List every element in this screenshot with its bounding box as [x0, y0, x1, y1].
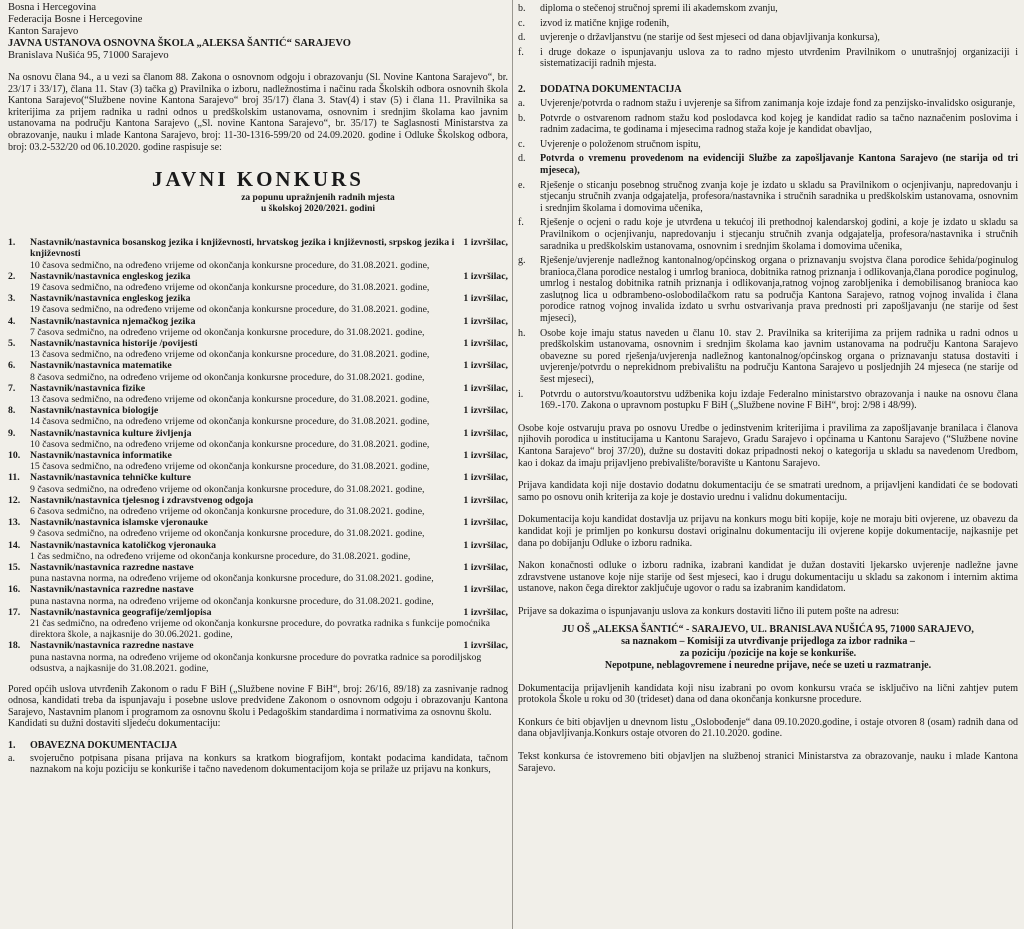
- item-text: Potvrda o vremenu provedenom na evidenciji Službe za zapošljavanje Kantona Sarajevo (ne starija od tri mjeseca),: [540, 153, 1018, 176]
- item-text: Uvjerenje o položenom stručnom ispitu,: [540, 138, 701, 150]
- position-body: [30, 360, 508, 382]
- position-body: [30, 472, 508, 494]
- position-body: [30, 338, 508, 360]
- section-title: OBAVEZNA DOKUMENTACIJA: [30, 739, 178, 751]
- document-item: [518, 328, 1018, 386]
- position-body: [30, 237, 508, 271]
- position-number: 15.: [8, 562, 21, 574]
- position-body: [30, 584, 508, 606]
- position-number: 13.: [8, 517, 21, 529]
- position-number: 4.: [8, 315, 16, 327]
- position-number: 18.: [8, 640, 21, 652]
- additional-docs-list: [518, 98, 1018, 412]
- position-item: [8, 495, 508, 517]
- position-item: [8, 360, 508, 382]
- position-item: [8, 338, 508, 360]
- subtitle-line: u školskoj 2020/2021. godini: [260, 204, 376, 215]
- mandatory-docs-list: [8, 753, 508, 776]
- position-number: 11.: [8, 472, 20, 484]
- position-count: 1 izvršilac,: [463, 337, 508, 349]
- position-title: Nastavnik/nastavnica biologije: [30, 405, 159, 417]
- position-description: 13 časova sedmično, na određeno vrijeme od okončanja konkursne procedure, do 31.08.2021. godine,: [30, 349, 430, 361]
- document-item: [518, 18, 1018, 30]
- item-text: izvod iz matične knjige rođenih,: [540, 17, 670, 29]
- position-item: [8, 540, 508, 562]
- position-description: puna nastavna norma, na određeno vrijeme od okončanja konkursne procedure do povratka radnice sa porodiljskog odsustva, a najkasnije do 31.08.2021. godine,: [30, 651, 482, 674]
- header-line: Bosna i Hercegovina: [8, 2, 97, 13]
- position-count: 1 izvršilac,: [463, 640, 508, 652]
- position-title: Nastavnik/nastavnica njemačkog jezika: [30, 315, 196, 327]
- document-item: [518, 113, 1018, 136]
- position-title: Nastavnik/nastavnica razredne nastave: [30, 584, 194, 596]
- uredba-paragraph: Osobe koje ostvaruju prava po osnovu Uredbe o jedinstvenim kriterijima i pravilima za zapošljavanje branilaca i članova njihovih porodica u institucijama u Kantonu Sarajevo, Gradu Sarajevo i općinama u Kantonu Sarajevo (“Službene novine Kantona Sarajevo“ broj 37/20), dužne su dostaviti dokaz pripadnosti nekoj o kategorija u skladu sa navedenom Uredbom, kao i dokaz da imaju prijavljeno prebivalište/boravište u Kantonu Sarajevo.: [518, 422, 1018, 469]
- position-body: [30, 450, 508, 472]
- document-item: [518, 139, 1018, 151]
- document-item: [518, 180, 1018, 215]
- submission-intro: Prijave sa dokazima o ispunjavanju uslova za konkurs dostaviti lično ili putem pošte na adresu:: [518, 605, 900, 617]
- position-description: 19 časova sedmično, na određeno vrijeme od okončanja konkursne procedure, do 31.08.2021. godine,: [30, 281, 430, 293]
- position-description: 15 časova sedmično, na određeno vrijeme od okončanja konkursne procedure, do 31.08.2021. godine,: [30, 461, 430, 473]
- section-heading-obavezna: [8, 740, 508, 751]
- position-number: 9.: [8, 427, 16, 439]
- position-number: 12.: [8, 494, 21, 506]
- position-description: 6 časova sedmično, na određeno vrijeme od okončanja konkursne procedure, do 31.08.2021. godine,: [30, 506, 425, 518]
- position-body: [30, 428, 508, 450]
- position-description: 1 čas sedmično, na određeno vrijeme od okončanja konkursne procedure, do 31.08.2021. godine,: [30, 550, 411, 562]
- address-line: sa naznakom – Komisiji za utvrđivanje prijedloga za izbor radnika –: [621, 635, 915, 647]
- document-item: [518, 3, 1018, 15]
- position-item: [8, 640, 508, 674]
- prijava-paragraph: Prijava kandidata koji nije dostavio dodatnu dokumentaciju će se smatrati urednom, a prijavljeni kandidati će se bodovati samo po osnovu onih kriterija za koje je dostavio urednu i validnu dokumentaciju.: [518, 480, 1018, 503]
- position-description: 9 časova sedmično, na određeno vrijeme od okončanja konkursne procedure, do 31.08.2021. godine,: [30, 528, 425, 540]
- position-title: Nastavnik/nastavnica informatike: [30, 450, 172, 462]
- address-line: za poziciju /pozicije na koje se konkuriše.: [679, 647, 857, 659]
- item-letter: d.: [518, 153, 526, 165]
- item-text: Rješenje o ocjeni o radu koje je utvrđena u tekućoj ili prethodnoj kalendarskoj godini, a koje je izdato u skladu sa Pravilnikom o ocjenjivanju, napredovanju i stjecanju stručnih zvanja odgajatelja, profesora/nastavnika i stručnih saradnika u predškolskim ustanovama, osnovnim i srednjim školama i domovima učenika,: [540, 217, 1018, 252]
- position-body: [30, 293, 508, 315]
- position-number: 16.: [8, 584, 21, 596]
- position-count: 1 izvršilac,: [463, 293, 508, 305]
- positions-list: [8, 237, 508, 674]
- position-description: puna nastavna norma, na određeno vrijeme od okončanja konkursne procedure, do 31.08.2021. godine,: [30, 595, 434, 607]
- item-text: Uvjerenje/potvrda o radnom stažu i uvjerenje sa šifrom zanimanja koje izdaje fond za penzijsko-invalidsko osiguranje,: [540, 97, 1016, 109]
- item-letter: c.: [518, 17, 525, 29]
- section-number: 2.: [518, 83, 526, 95]
- publication-paragraph: Konkurs će biti objavljen u dnevnom listu „Oslobođenje“ dana 09.10.2020.godine, i ostaje otvoren 8 (osam) radnih dana od dana objavljivanja.Konkurs ostaje otvoren do 21.10.2020. godine.: [518, 716, 1018, 740]
- position-number: 8.: [8, 405, 16, 417]
- position-body: [30, 562, 508, 584]
- position-item: [8, 237, 508, 271]
- header-line: Federacija Bosne i Hercegovine: [8, 14, 143, 25]
- right-column: [518, 0, 1018, 929]
- section-title: DODATNA DOKUMENTACIJA: [540, 83, 682, 95]
- position-count: 1 izvršilac,: [463, 405, 508, 417]
- position-body: [30, 640, 508, 674]
- position-count: 1 izvršilac,: [463, 562, 508, 574]
- copies-paragraph: Dokumentacija koju kandidat dostavlja uz prijavu na konkurs mogu biti kopije, koje ne moraju biti ovjerene, uz obavezu da kandidat koji je primljen po konkursu dostavi originalnu dokumentaciju ili ovjerene kopije dokumentacije, najkasnije pet dana po dobijanju Odluke o izboru radnika.: [518, 514, 1018, 549]
- position-count: 1 izvršilac,: [463, 237, 508, 249]
- position-count: 1 izvršilac,: [463, 360, 508, 372]
- conditions-paragraph: [8, 684, 508, 730]
- position-title: Nastavnik/nastavnica razredne nastave: [30, 562, 194, 574]
- item-text: Osobe koje imaju status naveden u članu 10. stav 2. Pravilnika sa kriterijima za prijem radnika u radni odnos u predškolskim ustanovama, osnovnim i srednjim školama kao javnim ustanovama na području Kantona Sarajevo obavezne su pored rješenja/uvjerenja nadležnog kantonalnog/općinskog organa o priznavanju statusa dostaviti i uvjerenje/potvrdu o neprekidnom prebivalištu na području Kantona Sarajevo u posljednjih 24 mjeseca (ne starije od šest mjeseci),: [540, 327, 1018, 386]
- header-line: Kanton Sarajevo: [8, 26, 79, 37]
- position-body: [30, 271, 508, 293]
- position-item: [8, 450, 508, 472]
- position-number: 7.: [8, 382, 16, 394]
- position-body: [30, 405, 508, 427]
- position-body: [30, 517, 508, 539]
- position-title: Nastavnik/nastavnica geografije/zemljopisa: [30, 606, 212, 618]
- position-title: Nastavnik/nastavnica kulture življenja: [30, 427, 192, 439]
- position-title: Nastavnik/nastavnica razredne nastave: [30, 640, 194, 652]
- subtitle-line: za popunu upražnjenih radnih mjesta: [241, 193, 395, 204]
- conditions-text: Pored općih uslova utvrđenih Zakonom o radu F BiH („Službene novine F BiH“, broj: 26/16, 89/18) za zasnivanje radnog odnosa, kandidati treba da ispunjavaju i posebne uslove predviđene Zakonom o osnovnom odgoju i obrazovanju Kantona Sarajevo, Nastavnim planom i programom za osnovnu školu i Pedagoškim standardima i normativima za osnovnu školu.: [8, 684, 508, 718]
- position-description: 19 časova sedmično, na određeno vrijeme od okončanja konkursne procedure, do 31.08.2021. godine,: [30, 304, 430, 316]
- position-description: puna nastavna norma, na određeno vrijeme od okončanja konkursne procedure, do 31.08.2021. godine,: [30, 573, 434, 585]
- position-count: 1 izvršilac,: [463, 427, 508, 439]
- position-title: Nastavnik/nastavnica fizike: [30, 382, 146, 394]
- position-description: 13 časova sedmično, na određeno vrijeme od okončanja konkursne procedure, do 31.08.2021. godine,: [30, 394, 430, 405]
- position-title: Nastavnik/nastavnica engleskog jezika: [30, 293, 191, 305]
- item-letter: g.: [518, 255, 526, 267]
- submission-address: [518, 624, 1018, 672]
- item-letter: e.: [518, 179, 525, 191]
- subtitle: [128, 193, 508, 215]
- item-text: i druge dokaze o ispunjavanju uslova za to radno mjesto utvrđenim Pravilnikom o unutrašnjoj organizaciji i sistematizaciji radnih mjesta.: [540, 46, 1018, 70]
- conditions-text: Kandidati su dužni dostaviti sljedeću dokumentaciju:: [8, 718, 221, 730]
- item-letter: a.: [8, 752, 15, 764]
- document-item: [518, 255, 1018, 325]
- position-count: 1 izvršilac,: [463, 494, 508, 506]
- legal-basis-paragraph: Na osnovu člana 94., a u vezi sa članom 88. Zakona o osnovnom odgoju i obrazovanju (Sl. Novine Kantona Sarajevo“, br. 23/17 i 33/17), člana 11. Stav (3) tačka g) Pravilnika o izboru, nadležnostima i načinu rada Školskih odbora osnovnih škola Kantona Sarajevo(“Službene novine Kantona Sarajevo“ broj 35/17) člana 3. Stav(4) i stav (5) i člana 11. Pravilnika sa kriterijima za prijem radnika u radni odnos u predškolskim ustanovama, osnovnim i srednjim školama kao javnim ustanovama na području Kantona Sarajevo („Sl. novine Kantona Sarajevo“, br. 35/17) te Saglasnosti Ministarstva za obrazovanje, nauku i mlade Kantona Sarajevo, broj: 11-30-1316-599/20 od 24.09.2020. godine i Odluke Školskog odbora, broj: 03.2-532/20 od 06.10.2020. godine raspisuje se:: [8, 72, 508, 153]
- position-count: 1 izvršilac,: [463, 270, 508, 282]
- position-count: 1 izvršilac,: [463, 584, 508, 596]
- position-number: 2.: [8, 270, 16, 282]
- item-letter: h.: [518, 327, 526, 339]
- document-item: [518, 217, 1018, 252]
- position-description: 7 časova sedmično, na određeno vrijeme od okončanja konkursne procedure, do 31.08.2021. godine,: [30, 326, 425, 338]
- item-text: uvjerenje o državljanstvu (ne starije od šest mjeseci od dana objavljivanja konkursa),: [540, 32, 880, 44]
- item-letter: b.: [518, 112, 526, 124]
- position-description: 10 časova sedmično, na određeno vrijeme od okončanja konkursne procedure, do 31.08.2021. godine,: [30, 438, 430, 450]
- document-item: [8, 753, 508, 776]
- document-item: [518, 47, 1018, 70]
- position-item: [8, 584, 508, 606]
- institution-header: [8, 2, 508, 62]
- item-text: Rješenje/uvjerenje nadležnog kantonalnog/općinskog organa o priznavanju svojstva člana porodice šehida/poginulog branioca,člana porodice nestalog i umrlog branioca, dobitnika ratnog priznanja i odlikovanja,člana porodice poginulog, umrlog i nestalog dobitnika ratnih priznanja i odlikovanja,ratnog vojnog zarobljenika i demobilisanog branioca kao zasluţnog lica u odbrambeno-oslobodilačkom ratu sa područja Kantona Sarajevo, ratnog vojnog invalida i člana porodice ratnog vojnog invalida izdato u svrhu ostvarivanja prava prednosti pri zapošljavanju (ne starije od šest mjeseci),: [540, 255, 1018, 325]
- document-item: [518, 389, 1018, 412]
- address-line: Nepotpune, neblagovremene i neuredne prijave, neće se uzeti u razmatranje.: [604, 659, 932, 671]
- position-item: [8, 405, 508, 427]
- left-column: [8, 0, 508, 929]
- position-body: [30, 316, 508, 338]
- position-count: 1 izvršilac,: [463, 450, 508, 462]
- item-text: Potvrdu o autorstvu/koautorstvu udžbenika koju izdaje Federalno ministarstvo obrazovanja i nauke na osnovu člana 169.-170. Zakona o upravnom postupku F BiH („Službene novine F BiH“, broj: 2/98 i 48/99).: [540, 388, 1018, 412]
- position-title: Nastavnik/nastavnica engleskog jezika: [30, 270, 191, 282]
- position-description: 14 časova sedmično, na određeno vrijeme od okončanja konkursne procedure, do 31.08.2021. godine,: [30, 416, 430, 428]
- position-number: 1.: [8, 237, 16, 249]
- position-number: 17.: [8, 606, 21, 618]
- position-title: Nastavnik/nastavnica katoličkog vjeronauka: [30, 539, 216, 551]
- position-description: 10 časova sedmično, na određeno vrijeme od okončanja konkursne procedure, do 31.08.2021. godine,: [30, 259, 430, 271]
- item-letter: a.: [518, 97, 525, 109]
- column-divider: [512, 0, 513, 929]
- position-title: Nastavnik/nastavnica tjelesnog i zdravstvenog odgoja: [30, 494, 254, 506]
- position-count: 1 izvršilac,: [463, 606, 508, 618]
- item-letter: f.: [518, 46, 524, 58]
- position-count: 1 izvršilac,: [463, 539, 508, 551]
- item-text: svojeručno potpisana pisana prijava na konkurs sa kratkom biografijom, kontakt podacima kandidata, tačnom naznakom na koju poziciju se konkuriše i tačno navedenom dokumentacijom koja se prilaže uz prijavu na konkurs,: [30, 752, 508, 776]
- position-item: [8, 562, 508, 584]
- school-name: JAVNA USTANOVA OSNOVNA ŠKOLA „ALEKSA ŠANTIĆ“ SARAJEVO: [8, 38, 351, 49]
- school-address: Branislava Nušića 95, 71000 Sarajevo: [8, 50, 169, 61]
- position-description: 8 časova sedmično, na određeno vrijeme od okončanja konkursne procedure, do 31.08.2021. godine,: [30, 371, 425, 383]
- position-body: [30, 607, 508, 641]
- position-number: 3.: [8, 293, 16, 305]
- item-letter: c.: [518, 138, 525, 150]
- address-line: JU OŠ „ALEKSA ŠANTIĆ“ - SARAJEVO, UL. BRANISLAVA NUŠIĆA 95, 71000 SARAJEVO,: [562, 623, 974, 635]
- position-item: [8, 271, 508, 293]
- position-title: Nastavnik/nastavnica matematike: [30, 360, 172, 372]
- mandatory-docs-list-continued: [518, 3, 1018, 70]
- position-description: 9 časova sedmično, na određeno vrijeme od okončanja konkursne procedure, do 31.08.2021. godine,: [30, 483, 425, 495]
- position-item: [8, 293, 508, 315]
- position-title: Nastavnik/nastavnica tehničke kulture: [30, 472, 191, 484]
- position-item: [8, 428, 508, 450]
- item-letter: d.: [518, 32, 526, 44]
- position-title: Nastavnik/nastavnica bosanskog jezika i književnosti, hrvatskog jezika i književnosti, srpskog jezika i književnosti: [30, 237, 455, 260]
- position-title: Nastavnik/nastavnica islamske vjeronauke: [30, 517, 208, 529]
- item-letter: b.: [518, 3, 526, 14]
- section-number: 1.: [8, 739, 16, 751]
- position-number: 10.: [8, 450, 21, 462]
- page-title: JAVNI KONKURS: [152, 167, 364, 192]
- item-text: Potvrde o ostvarenom radnom stažu kod poslodavca kod kojeg je kandidat radio sa tačno naznačenim poslovima i radnim zadacima, te godinama i mjesecima radnog staža koje je kandidat obavljao,: [540, 112, 1018, 136]
- item-letter: f.: [518, 217, 524, 229]
- position-item: [8, 383, 508, 405]
- position-body: [30, 383, 508, 405]
- item-letter: i.: [518, 388, 524, 400]
- item-text: Rješenje o sticanju posebnog stručnog zvanja koje je izdato u skladu sa Pravilnikom o ocjenjivanju, napredovanju i stjecanju stručnih zvanja odgajatelja, profesora/nastavnika i stručnih saradnika u predškolskim ustanovama, osnovnim i srednjim školama i domovima učenika,: [540, 179, 1018, 214]
- position-title: Nastavnik/nastavnica historije /povijesti: [30, 337, 198, 349]
- position-item: [8, 316, 508, 338]
- position-count: 1 izvršilac,: [463, 472, 508, 484]
- position-number: 5.: [8, 337, 16, 349]
- position-number: 14.: [8, 539, 21, 551]
- position-count: 1 izvršilac,: [463, 517, 508, 529]
- document-item: [518, 153, 1018, 176]
- position-body: [30, 495, 508, 517]
- section-heading-dodatna: [518, 84, 1018, 95]
- position-count: 1 izvršilac,: [463, 382, 508, 394]
- document-item: [518, 32, 1018, 44]
- position-number: 6.: [8, 360, 16, 372]
- medical-certificate-paragraph: Nakon konačnosti odluke o izboru radnika, izabrani kandidat je dužan dostaviti ljekarsko uvjerenje nadležne javne zdravstvene ustanove koje nije starije od šest mjeseci, kao i drugu dokumentaciju u skladu sa zakonom i internim aktima ustanove, nakon čega direktor zaključuje ugovor o radu sa izabranim kandidatom.: [518, 560, 1018, 595]
- document-item: [518, 98, 1018, 110]
- item-text: diploma o stečenoj stručnoj spremi ili akademskom zvanju,: [540, 3, 778, 14]
- position-description: 21 čas sedmično, na određeno vrijeme od okončanja konkursne procedure, do povratka radnika s funkcije pomoćnika direktora škole, a najkasnije do 30.06.2021. godine,: [30, 618, 491, 641]
- position-count: 1 izvršilac,: [463, 315, 508, 327]
- position-item: [8, 607, 508, 641]
- position-body: [30, 540, 508, 562]
- return-docs-paragraph: Dokumentacija prijavljenih kandidata koji nisu izabrani po ovom konkursu vraća se isključivo na lični zahtjev putem protokola Škole u roku od 30 (trideset) dana od dana okončanja konkursne procedure.: [518, 682, 1018, 706]
- position-item: [8, 517, 508, 539]
- ministry-paragraph: Tekst konkursa će istovremeno biti objavljen na službenoj stranici Ministarstva za obrazovanje, nauku i mlade Kantona Sarajevo.: [518, 750, 1018, 774]
- position-item: [8, 472, 508, 494]
